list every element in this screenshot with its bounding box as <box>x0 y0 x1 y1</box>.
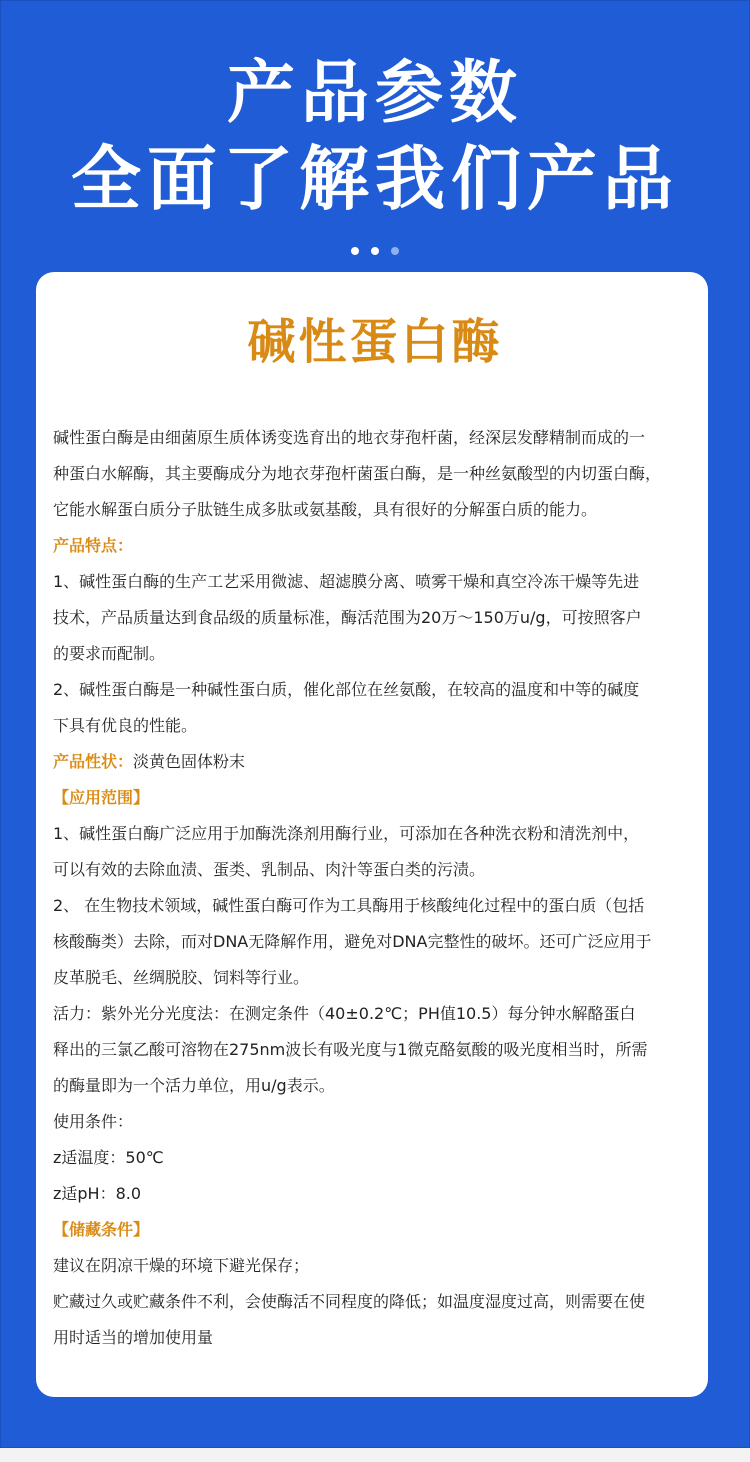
line-text: 2、 在生物技术领域，碱性蛋白酶可作为工具酶用于核酸纯化过程中的蛋白质（包括 <box>53 896 645 915</box>
carousel-dot-2[interactable] <box>371 247 379 255</box>
section-line <box>53 528 703 564</box>
product-name: 碱性蛋白酶 <box>247 314 503 370</box>
text-line <box>53 636 703 672</box>
line-text: 2、碱性蛋白酶是一种碱性蛋白质，催化部位在丝氨酸，在较高的温度和中等的碱度 <box>53 680 640 699</box>
text-line <box>53 1140 703 1176</box>
line-text: 释出的三氯乙酸可溶物在275nm波长有吸光度与1微克酪氨酸的吸光度相当时，所需 <box>53 1040 648 1059</box>
text-line <box>53 996 703 1032</box>
text-line <box>53 1176 703 1212</box>
line-text: 种蛋白水解酶，其主要酶成分为地衣芽孢杆菌蛋白酶，是一种丝氨酸型的内切蛋白酶， <box>53 464 662 483</box>
line-text: 核酸酶类）去除，而对DNA无降解作用，避免对DNA完整性的破坏。还可广泛应用于 <box>53 932 652 951</box>
line-text: 皮革脱毛、丝绸脱胶、饲料等行业。 <box>53 968 310 987</box>
line-text: 使用条件： <box>53 1112 134 1131</box>
line-text: 它能水解蛋白质分子肽链生成多肽或氨基酸，具有很好的分解蛋白质的能力。 <box>53 500 598 519</box>
section-label: 产品性状： <box>53 752 134 771</box>
text-line <box>53 852 703 888</box>
section-line <box>53 1212 703 1248</box>
text-line <box>53 1104 703 1140</box>
line-text: 活力：紫外光分光度法：在测定条件（40±0.2℃；PH值10.5）每分钟水解酪蛋白 <box>53 1004 636 1023</box>
text-line <box>53 1284 703 1320</box>
line-text: 下具有优良的性能。 <box>53 716 198 735</box>
line-text: 贮藏过久或贮藏条件不利，会使酶活不同程度的降低；如温度湿度过高，则需要在使 <box>53 1292 646 1311</box>
line-text: z适温度：50℃ <box>53 1148 164 1167</box>
carousel-dot-3[interactable] <box>391 247 399 255</box>
section-line <box>53 744 703 780</box>
line-text: 技术，产品质量达到食品级的质量标准，酶活范围为20万～150万u/g，可按照客户 <box>53 608 642 627</box>
line-text: 的酶量即为一个活力单位，用u/g表示。 <box>53 1076 335 1095</box>
text-line <box>53 1068 703 1104</box>
text-line <box>53 672 703 708</box>
text-line <box>53 1248 703 1284</box>
section-label: 【应用范围】 <box>53 788 150 807</box>
page-title-line-1: 产品参数 <box>226 54 523 133</box>
line-text: 的要求而配制。 <box>53 644 166 663</box>
section-label: 产品特点： <box>53 536 134 555</box>
line-text: 建议在阴凉干燥的环境下避光保存； <box>53 1256 310 1275</box>
line-text: 用时适当的增加使用量 <box>53 1328 214 1347</box>
line-text: 1、碱性蛋白酶广泛应用于加酶洗涤剂用酶行业，可添加在各种洗衣粉和清洗剂中， <box>53 824 640 843</box>
text-line <box>53 816 703 852</box>
product-description <box>53 420 703 1356</box>
text-line <box>53 960 703 996</box>
text-line <box>53 708 703 744</box>
text-line <box>53 1032 703 1068</box>
line-text: 可以有效的去除血渍、蛋类、乳制品、肉汁等蛋白类的污渍。 <box>53 860 486 879</box>
line-text: z适pH：8.0 <box>53 1184 142 1203</box>
text-line <box>53 600 703 636</box>
text-line <box>53 564 703 600</box>
section-label: 【储藏条件】 <box>53 1220 150 1239</box>
line-text: 碱性蛋白酶是由细菌原生质体诱变选育出的地衣芽孢杆菌，经深层发酵精制而成的一 <box>53 428 646 447</box>
text-line <box>53 420 703 456</box>
line-text: 1、碱性蛋白酶的生产工艺采用微滤、超滤膜分离、喷雾干燥和真空冷冻干燥等先进 <box>53 572 640 591</box>
text-line <box>53 1320 703 1356</box>
text-line <box>53 456 703 492</box>
bottom-strip <box>0 1448 750 1462</box>
carousel-indicator[interactable] <box>0 240 750 259</box>
line-text: 淡黄色固体粉末 <box>133 752 246 771</box>
section-line <box>53 780 703 816</box>
text-line <box>53 924 703 960</box>
page-title-line-2: 全面了解我们产品 <box>71 138 679 220</box>
text-line <box>53 888 703 924</box>
text-line <box>53 492 703 528</box>
carousel-dot-1[interactable] <box>351 247 359 255</box>
